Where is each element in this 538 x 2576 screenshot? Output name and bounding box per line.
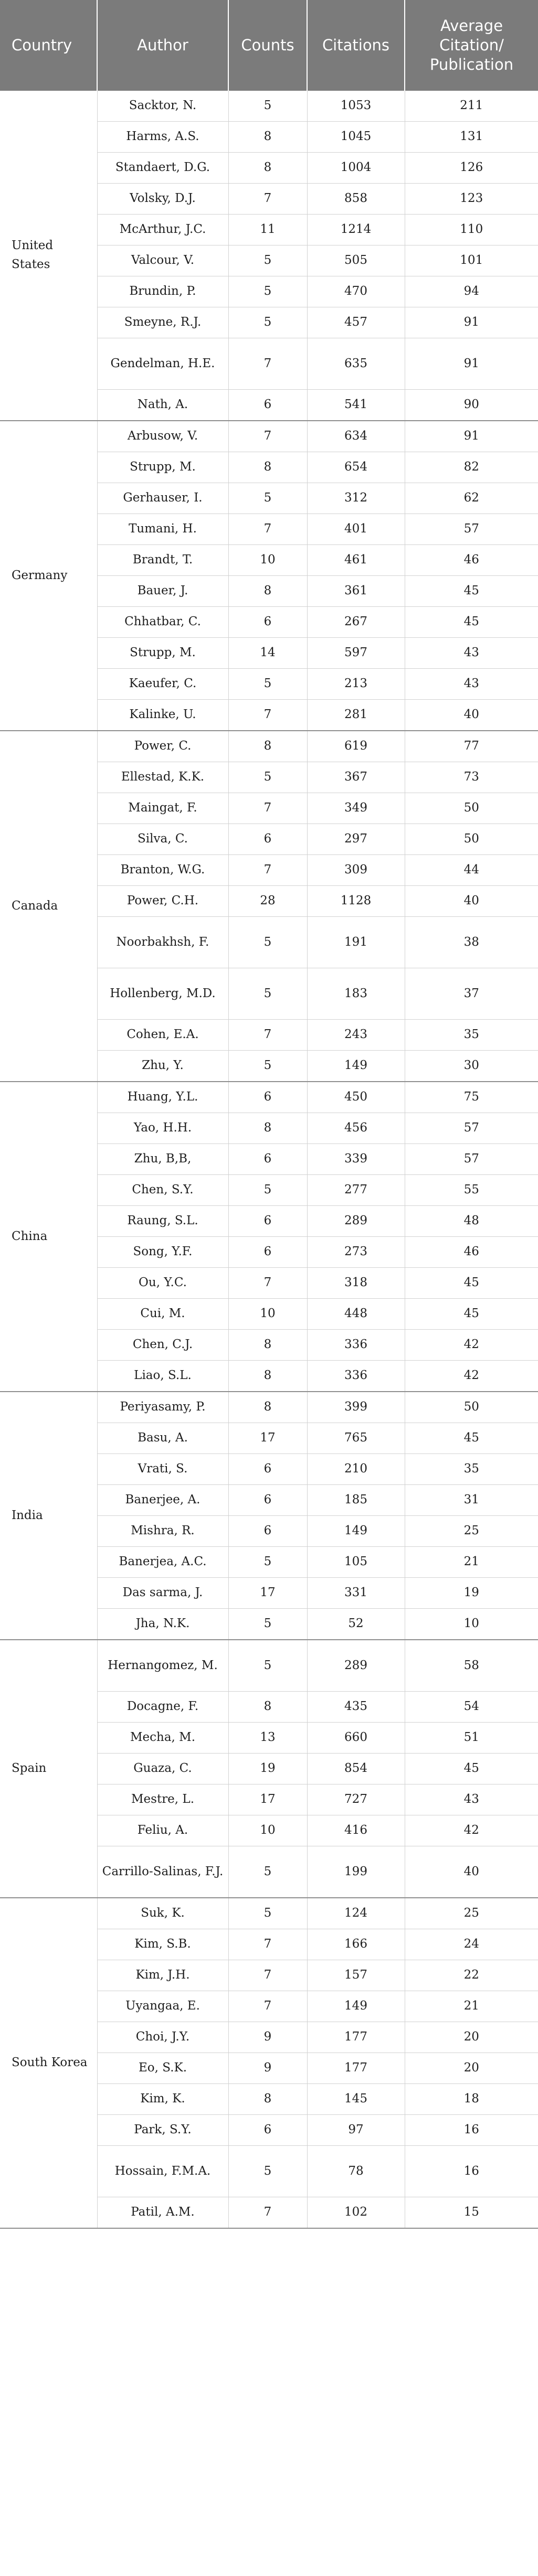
author-cell: Gendelman, H.E. (97, 338, 228, 390)
header-country: Country (0, 0, 97, 91)
average-cell: 20 (405, 2022, 538, 2053)
author-cell: Strupp, M. (97, 452, 228, 483)
author-cell: Liao, S.L. (97, 1361, 228, 1392)
author-cell: Brandt, T. (97, 545, 228, 576)
counts-cell: 13 (228, 1723, 307, 1754)
counts-cell: 7 (228, 1991, 307, 2022)
average-cell: 45 (405, 607, 538, 638)
citations-cell: 124 (307, 1898, 405, 1929)
country-cell: India (0, 1392, 97, 1640)
average-cell: 45 (405, 1268, 538, 1299)
table-row (0, 1082, 538, 1113)
citations-cell: 361 (307, 576, 405, 607)
average-cell: 55 (405, 1175, 538, 1206)
citations-cell: 450 (307, 1082, 405, 1113)
counts-cell: 7 (228, 421, 307, 452)
average-cell: 131 (405, 122, 538, 153)
counts-cell: 7 (228, 1020, 307, 1051)
average-cell: 44 (405, 855, 538, 886)
average-cell: 42 (405, 1815, 538, 1846)
citations-cell: 448 (307, 1299, 405, 1330)
counts-cell: 6 (228, 1237, 307, 1268)
author-cell: Basu, A. (97, 1423, 228, 1454)
author-cell: Standaert, D.G. (97, 153, 228, 184)
counts-cell: 8 (228, 731, 307, 762)
author-cell: Patil, A.M. (97, 2197, 228, 2229)
author-cell: Suk, K. (97, 1898, 228, 1929)
author-cell: Carrillo-Salinas, F.J. (97, 1846, 228, 1898)
header-row (0, 0, 538, 91)
average-cell: 73 (405, 762, 538, 793)
citations-cell: 210 (307, 1454, 405, 1485)
average-cell: 57 (405, 1113, 538, 1144)
average-cell: 82 (405, 452, 538, 483)
counts-cell: 5 (228, 917, 307, 968)
average-cell: 19 (405, 1578, 538, 1609)
counts-cell: 10 (228, 545, 307, 576)
author-cell: Das sarma, J. (97, 1578, 228, 1609)
counts-cell: 8 (228, 1392, 307, 1423)
citations-cell: 318 (307, 1268, 405, 1299)
average-cell: 40 (405, 1846, 538, 1898)
counts-cell: 5 (228, 91, 307, 122)
country-cell: Germany (0, 421, 97, 731)
author-cell: Hossain, F.M.A. (97, 2146, 228, 2197)
author-cell: Cohen, E.A. (97, 1020, 228, 1051)
country-cell: Spain (0, 1640, 97, 1898)
author-cell: Ou, Y.C. (97, 1268, 228, 1299)
country-cell: Canada (0, 731, 97, 1082)
table-row (0, 731, 538, 762)
citations-cell: 105 (307, 1547, 405, 1578)
citations-cell: 102 (307, 2197, 405, 2229)
citations-cell: 183 (307, 968, 405, 1020)
counts-cell: 5 (228, 669, 307, 700)
author-cell: Chhatbar, C. (97, 607, 228, 638)
average-cell: 62 (405, 483, 538, 514)
table-row (0, 421, 538, 452)
citations-cell: 149 (307, 1516, 405, 1547)
author-cell: Zhu, Y. (97, 1051, 228, 1082)
author-cell: Kim, K. (97, 2084, 228, 2115)
author-cell: Tumani, H. (97, 514, 228, 545)
counts-cell: 6 (228, 1082, 307, 1113)
author-cell: Hollenberg, M.D. (97, 968, 228, 1020)
author-cell: Choi, J.Y. (97, 2022, 228, 2053)
author-cell: Eo, S.K. (97, 2053, 228, 2084)
citations-cell: 1128 (307, 886, 405, 917)
counts-cell: 5 (228, 1547, 307, 1578)
citations-cell: 157 (307, 1960, 405, 1991)
citations-cell: 309 (307, 855, 405, 886)
average-cell: 40 (405, 886, 538, 917)
citations-cell: 1004 (307, 153, 405, 184)
average-cell: 45 (405, 1423, 538, 1454)
counts-cell: 5 (228, 968, 307, 1020)
average-cell: 123 (405, 184, 538, 215)
author-cell: Chen, S.Y. (97, 1175, 228, 1206)
citations-cell: 541 (307, 390, 405, 421)
counts-cell: 5 (228, 483, 307, 514)
average-cell: 126 (405, 153, 538, 184)
author-cell: Kim, J.H. (97, 1960, 228, 1991)
counts-cell: 7 (228, 1268, 307, 1299)
author-cell: Power, C.H. (97, 886, 228, 917)
counts-cell: 17 (228, 1784, 307, 1815)
counts-cell: 9 (228, 2022, 307, 2053)
counts-cell: 8 (228, 1330, 307, 1361)
citations-cell: 416 (307, 1815, 405, 1846)
counts-cell: 6 (228, 1485, 307, 1516)
author-cell: Mestre, L. (97, 1784, 228, 1815)
table-row (0, 1640, 538, 1692)
average-cell: 15 (405, 2197, 538, 2229)
counts-cell: 8 (228, 1361, 307, 1392)
citations-cell: 191 (307, 917, 405, 968)
average-cell: 91 (405, 307, 538, 338)
author-cell: Zhu, B,B, (97, 1144, 228, 1175)
author-cell: Noorbakhsh, F. (97, 917, 228, 968)
citations-cell: 267 (307, 607, 405, 638)
citations-cell: 367 (307, 762, 405, 793)
counts-cell: 7 (228, 514, 307, 545)
counts-cell: 5 (228, 245, 307, 276)
counts-cell: 10 (228, 1815, 307, 1846)
counts-cell: 6 (228, 1516, 307, 1547)
author-cell: Power, C. (97, 731, 228, 762)
citations-cell: 312 (307, 483, 405, 514)
counts-cell: 8 (228, 452, 307, 483)
average-cell: 18 (405, 2084, 538, 2115)
average-cell: 43 (405, 638, 538, 669)
average-cell: 43 (405, 1784, 538, 1815)
counts-cell: 5 (228, 307, 307, 338)
table-body (0, 91, 538, 2228)
counts-cell: 28 (228, 886, 307, 917)
author-cell: Ellestad, K.K. (97, 762, 228, 793)
author-cell: Smeyne, R.J. (97, 307, 228, 338)
counts-cell: 6 (228, 390, 307, 421)
header-counts: Counts (228, 0, 307, 91)
author-cell: Banerjea, A.C. (97, 1547, 228, 1578)
average-cell: 46 (405, 1237, 538, 1268)
author-cell: Guaza, C. (97, 1754, 228, 1784)
counts-cell: 5 (228, 762, 307, 793)
citations-cell: 149 (307, 1991, 405, 2022)
author-cell: McArthur, J.C. (97, 215, 228, 245)
counts-cell: 5 (228, 276, 307, 307)
average-cell: 37 (405, 968, 538, 1020)
citations-cell: 273 (307, 1237, 405, 1268)
counts-cell: 8 (228, 153, 307, 184)
author-cell: Feliu, A. (97, 1815, 228, 1846)
citations-cell: 185 (307, 1485, 405, 1516)
author-cell: Vrati, S. (97, 1454, 228, 1485)
author-cell: Volsky, D.J. (97, 184, 228, 215)
citations-cell: 199 (307, 1846, 405, 1898)
counts-cell: 7 (228, 855, 307, 886)
author-cell: Silva, C. (97, 824, 228, 855)
citations-cell: 401 (307, 514, 405, 545)
citations-cell: 213 (307, 669, 405, 700)
counts-cell: 7 (228, 1960, 307, 1991)
citations-cell: 177 (307, 2022, 405, 2053)
average-cell: 110 (405, 215, 538, 245)
average-cell: 91 (405, 421, 538, 452)
counts-cell: 5 (228, 1051, 307, 1082)
counts-cell: 6 (228, 1206, 307, 1237)
header-citations: Citations (307, 0, 405, 91)
average-cell: 16 (405, 2115, 538, 2146)
author-cell: Nath, A. (97, 390, 228, 421)
author-cell: Yao, H.H. (97, 1113, 228, 1144)
author-cell: Strupp, M. (97, 638, 228, 669)
table-row (0, 91, 538, 122)
table-header (0, 0, 538, 91)
average-cell: 43 (405, 669, 538, 700)
author-cell: Maingat, F. (97, 793, 228, 824)
country-cell: South Korea (0, 1898, 97, 2228)
author-cell: Periyasamy, P. (97, 1392, 228, 1423)
citations-cell: 277 (307, 1175, 405, 1206)
citations-cell: 470 (307, 276, 405, 307)
citations-cell: 660 (307, 1723, 405, 1754)
counts-cell: 5 (228, 1640, 307, 1692)
author-cell: Brundin, P. (97, 276, 228, 307)
citations-cell: 399 (307, 1392, 405, 1423)
counts-cell: 6 (228, 1144, 307, 1175)
average-cell: 20 (405, 2053, 538, 2084)
citations-cell: 1045 (307, 122, 405, 153)
header-average-citation: Average Citation/ Publication (405, 0, 538, 91)
author-cell: Docagne, F. (97, 1692, 228, 1723)
counts-cell: 7 (228, 793, 307, 824)
average-cell: 57 (405, 514, 538, 545)
average-cell: 211 (405, 91, 538, 122)
author-cell: Mishra, R. (97, 1516, 228, 1547)
counts-cell: 5 (228, 2146, 307, 2197)
counts-cell: 6 (228, 824, 307, 855)
country-cell: United States (0, 91, 97, 421)
counts-cell: 7 (228, 2197, 307, 2229)
citations-cell: 281 (307, 700, 405, 731)
citations-cell: 339 (307, 1144, 405, 1175)
average-cell: 25 (405, 1898, 538, 1929)
citations-cell: 435 (307, 1692, 405, 1723)
author-cell: Cui, M. (97, 1299, 228, 1330)
counts-cell: 5 (228, 1609, 307, 1640)
author-cell: Huang, Y.L. (97, 1082, 228, 1113)
average-cell: 57 (405, 1144, 538, 1175)
citations-cell: 149 (307, 1051, 405, 1082)
counts-cell: 6 (228, 2115, 307, 2146)
citations-cell: 765 (307, 1423, 405, 1454)
author-cell: Song, Y.F. (97, 1237, 228, 1268)
average-cell: 77 (405, 731, 538, 762)
country-cell: China (0, 1082, 97, 1392)
average-cell: 90 (405, 390, 538, 421)
average-cell: 48 (405, 1206, 538, 1237)
counts-cell: 10 (228, 1299, 307, 1330)
citations-cell: 336 (307, 1330, 405, 1361)
average-cell: 45 (405, 1754, 538, 1784)
counts-cell: 7 (228, 1929, 307, 1960)
average-cell: 54 (405, 1692, 538, 1723)
citations-cell: 858 (307, 184, 405, 215)
counts-cell: 5 (228, 1846, 307, 1898)
counts-cell: 6 (228, 1454, 307, 1485)
counts-cell: 7 (228, 700, 307, 731)
author-cell: Uyangaa, E. (97, 1991, 228, 2022)
average-cell: 58 (405, 1640, 538, 1692)
author-cell: Harms, A.S. (97, 122, 228, 153)
average-cell: 38 (405, 917, 538, 968)
average-cell: 50 (405, 793, 538, 824)
author-cell: Bauer, J. (97, 576, 228, 607)
author-cell: Kaeufer, C. (97, 669, 228, 700)
citations-cell: 177 (307, 2053, 405, 2084)
average-cell: 45 (405, 576, 538, 607)
citations-cell: 456 (307, 1113, 405, 1144)
author-cell: Hernangomez, M. (97, 1640, 228, 1692)
citations-cell: 243 (307, 1020, 405, 1051)
average-cell: 40 (405, 700, 538, 731)
average-cell: 24 (405, 1929, 538, 1960)
table-row (0, 1898, 538, 1929)
author-cell: Kim, S.B. (97, 1929, 228, 1960)
citations-cell: 1053 (307, 91, 405, 122)
citations-cell: 289 (307, 1206, 405, 1237)
citations-cell: 597 (307, 638, 405, 669)
author-cell: Park, S.Y. (97, 2115, 228, 2146)
author-cell: Raung, S.L. (97, 1206, 228, 1237)
citations-cell: 461 (307, 545, 405, 576)
average-cell: 45 (405, 1299, 538, 1330)
citations-cell: 634 (307, 421, 405, 452)
author-cell: Valcour, V. (97, 245, 228, 276)
citations-cell: 854 (307, 1754, 405, 1784)
average-cell: 42 (405, 1330, 538, 1361)
average-cell: 50 (405, 824, 538, 855)
citations-cell: 635 (307, 338, 405, 390)
citations-cell: 166 (307, 1929, 405, 1960)
average-cell: 16 (405, 2146, 538, 2197)
author-cell: Jha, N.K. (97, 1609, 228, 1640)
average-cell: 10 (405, 1609, 538, 1640)
average-cell: 35 (405, 1020, 538, 1051)
counts-cell: 8 (228, 2084, 307, 2115)
average-cell: 46 (405, 545, 538, 576)
citations-cell: 505 (307, 245, 405, 276)
average-cell: 50 (405, 1392, 538, 1423)
counts-cell: 6 (228, 607, 307, 638)
average-cell: 31 (405, 1485, 538, 1516)
citations-cell: 297 (307, 824, 405, 855)
counts-cell: 19 (228, 1754, 307, 1784)
average-cell: 25 (405, 1516, 538, 1547)
counts-cell: 7 (228, 338, 307, 390)
author-cell: Banerjee, A. (97, 1485, 228, 1516)
average-cell: 22 (405, 1960, 538, 1991)
citations-cell: 654 (307, 452, 405, 483)
average-cell: 101 (405, 245, 538, 276)
header-author: Author (97, 0, 228, 91)
counts-cell: 17 (228, 1423, 307, 1454)
citations-cell: 457 (307, 307, 405, 338)
counts-cell: 8 (228, 576, 307, 607)
average-cell: 21 (405, 1547, 538, 1578)
citations-cell: 331 (307, 1578, 405, 1609)
counts-cell: 5 (228, 1898, 307, 1929)
author-cell: Gerhauser, I. (97, 483, 228, 514)
citations-cell: 97 (307, 2115, 405, 2146)
average-cell: 35 (405, 1454, 538, 1485)
average-cell: 51 (405, 1723, 538, 1754)
counts-cell: 7 (228, 184, 307, 215)
citations-cell: 619 (307, 731, 405, 762)
citations-cell: 336 (307, 1361, 405, 1392)
citations-cell: 145 (307, 2084, 405, 2115)
citations-cell: 1214 (307, 215, 405, 245)
counts-cell: 9 (228, 2053, 307, 2084)
author-cell: Branton, W.G. (97, 855, 228, 886)
average-cell: 75 (405, 1082, 538, 1113)
average-cell: 91 (405, 338, 538, 390)
citations-cell: 349 (307, 793, 405, 824)
counts-cell: 8 (228, 1113, 307, 1144)
average-cell: 94 (405, 276, 538, 307)
average-cell: 30 (405, 1051, 538, 1082)
counts-cell: 5 (228, 1175, 307, 1206)
citations-cell: 78 (307, 2146, 405, 2197)
counts-cell: 8 (228, 122, 307, 153)
citations-cell: 727 (307, 1784, 405, 1815)
counts-cell: 11 (228, 215, 307, 245)
counts-cell: 14 (228, 638, 307, 669)
citations-cell: 289 (307, 1640, 405, 1692)
table-row (0, 1392, 538, 1423)
average-cell: 42 (405, 1361, 538, 1392)
counts-cell: 8 (228, 1692, 307, 1723)
author-cell: Sacktor, N. (97, 91, 228, 122)
author-cell: Kalinke, U. (97, 700, 228, 731)
average-cell: 21 (405, 1991, 538, 2022)
counts-cell: 17 (228, 1578, 307, 1609)
author-cell: Arbusow, V. (97, 421, 228, 452)
author-cell: Mecha, M. (97, 1723, 228, 1754)
citations-cell: 52 (307, 1609, 405, 1640)
author-cell: Chen, C.J. (97, 1330, 228, 1361)
